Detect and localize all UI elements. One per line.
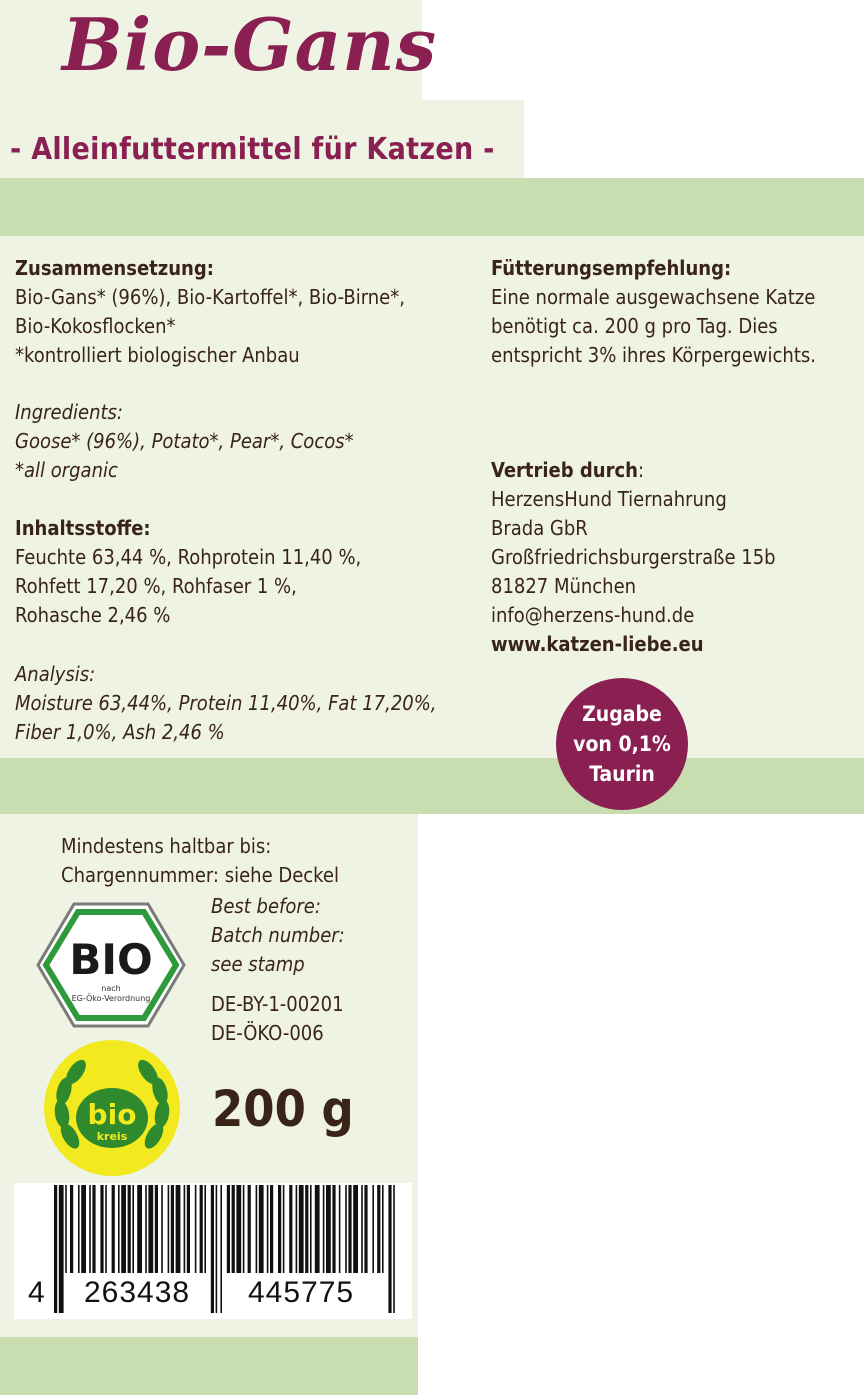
certification-codes [211, 990, 411, 1048]
barcode-bar [377, 1185, 380, 1273]
middle-band [0, 758, 864, 814]
contents-line: Rohfett 17,20 %, Rohfaser 1 %, [15, 574, 297, 598]
barcode-bar [121, 1185, 126, 1273]
analysis-heading: Analysis: [15, 662, 96, 686]
best-before-line: Mindestens haltbar bis: [61, 834, 272, 858]
barcode-bar [232, 1185, 235, 1273]
barcode-bar [216, 1185, 218, 1313]
barcode-bar [382, 1185, 384, 1273]
biokreis-logo-icon [40, 1036, 184, 1180]
cert-code: DE-ÖKO-006 [211, 1021, 324, 1045]
bio-seal-text: BIO [69, 935, 153, 984]
barcode-bar [105, 1185, 107, 1273]
distributor-line: Brada GbR [491, 516, 588, 540]
barcode-bar [81, 1185, 86, 1273]
barcode-bar [92, 1185, 95, 1273]
distributor-colon: : [637, 458, 645, 482]
ingredients-heading: Ingredients: [15, 400, 123, 424]
barcode-bar [326, 1185, 331, 1273]
barcode-bar [345, 1185, 347, 1273]
barcode-bar [248, 1185, 251, 1273]
barcode-bar [148, 1185, 153, 1273]
barcode-left-digits: 263438 [84, 1276, 191, 1309]
cert-code: DE-BY-1-00201 [211, 992, 344, 1016]
distributor-line: HerzensHund Tiernahrung [491, 487, 727, 511]
distributor-heading-row [491, 456, 861, 485]
barcode-bar [128, 1185, 131, 1273]
barcode-bar [364, 1185, 367, 1273]
barcode-bar [310, 1185, 312, 1273]
barcode-bar [200, 1185, 203, 1273]
badge-line: von 0,1% [573, 732, 671, 756]
feeding-line: entspricht 3% ihres Körpergewichts. [491, 343, 816, 367]
barcode-bar [112, 1185, 115, 1273]
stamp-en-line: see stamp [211, 952, 305, 976]
barcode-bar [315, 1185, 320, 1273]
barcode-bar [227, 1185, 230, 1273]
biokreis-text-kreis: kreis [96, 1130, 128, 1143]
barcode-bar [65, 1185, 67, 1273]
barcode-bar [236, 1185, 241, 1273]
barcode-bar [78, 1185, 80, 1273]
contents-line: Feuchte 63,44 %, Rohprotein 11,40 %, [15, 545, 362, 569]
badge-line: Zugabe [582, 702, 662, 726]
barcode-bar [59, 1185, 64, 1313]
feeding-line: Eine normale ausgewachsene Katze [491, 285, 816, 309]
contents-section [15, 514, 465, 630]
barcode-first-digit: 4 [28, 1276, 46, 1309]
contents-heading: Inhaltsstoffe: [15, 516, 151, 540]
barcode-bar [372, 1185, 374, 1273]
distributor-line: 81827 München [491, 574, 637, 598]
distributor-heading: Vertrieb durch [491, 458, 638, 482]
analysis-section [15, 660, 465, 747]
distributor-section [491, 456, 861, 659]
barcode-bar [348, 1185, 351, 1273]
barcode [14, 1183, 412, 1319]
analysis-line: Fiber 1,0%, Ash 2,46 % [15, 720, 225, 744]
barcode-bar [305, 1185, 308, 1273]
barcode-bar [299, 1185, 304, 1273]
composition-heading: Zusammensetzung: [15, 256, 214, 280]
bio-seal-icon [34, 900, 188, 1030]
barcode-bar [145, 1185, 147, 1273]
barcode-bar [267, 1185, 269, 1273]
barcode-bar [353, 1185, 358, 1273]
barcode-bar [100, 1185, 103, 1273]
barcode-bar [161, 1185, 163, 1273]
barcode-bar [243, 1185, 245, 1273]
ingredients-section [15, 398, 465, 485]
barcode-bar [54, 1185, 57, 1313]
barcode-bar [332, 1185, 335, 1273]
barcode-bar [323, 1185, 325, 1273]
ingredients-line: *all organic [15, 458, 118, 482]
barcode-bar [393, 1185, 395, 1313]
barcode-bar [89, 1185, 91, 1273]
feeding-line: benötigt ca. 200 g pro Tag. Dies [491, 314, 778, 338]
analysis-line: Moisture 63,44%, Protein 11,40%, Fat 17,20%, [15, 691, 437, 715]
barcode-bar [195, 1185, 197, 1273]
barcode-right-digits: 445775 [248, 1276, 355, 1309]
barcode-bar [184, 1185, 186, 1273]
barcode-bar [296, 1185, 298, 1273]
biokreis-text-bio: bio [87, 1098, 137, 1131]
composition-line: Bio-Gans* (96%), Bio-Kartoffel*, Bio-Birne*, [15, 285, 405, 309]
batch-en-line: Batch number: [211, 923, 345, 947]
barcode-bar [339, 1185, 341, 1273]
batch-line: Chargennummer: siehe Deckel [61, 863, 339, 887]
barcode-bar [204, 1185, 206, 1273]
contents-line: Rohasche 2,46 % [15, 603, 171, 627]
barcode-bar [270, 1185, 273, 1273]
barcode-bar [118, 1185, 120, 1273]
feeding-heading: Fütterungsempfehlung: [491, 256, 732, 280]
net-weight: 200 g [212, 1080, 354, 1138]
barcode-bar [137, 1185, 142, 1273]
best-before-en [211, 892, 411, 979]
barcode-bar [256, 1185, 258, 1273]
barcode-bar [171, 1185, 174, 1273]
product-title: Bio-Gans [62, 2, 438, 87]
best-before-de [61, 832, 411, 890]
barcode-bar [132, 1185, 134, 1273]
bio-seal-sub2: EG-Öko-Verordnung [71, 994, 151, 1003]
barcode-bar [187, 1185, 190, 1273]
top-band [0, 178, 864, 236]
feeding-section [491, 254, 861, 370]
product-subtitle: - Alleinfuttermittel für Katzen - [10, 132, 495, 167]
barcode-bar [211, 1185, 214, 1313]
barcode-bar [176, 1185, 181, 1273]
composition-line: *kontrolliert biologischer Anbau [15, 343, 300, 367]
barcode-bar [388, 1185, 391, 1313]
barcode-bar [259, 1185, 264, 1273]
barcode-bar [278, 1185, 281, 1273]
barcode-bar [70, 1185, 73, 1273]
barcode-bar [361, 1185, 363, 1273]
barcode-bar [283, 1185, 285, 1273]
distributor-email[interactable]: info@herzens-hund.de [491, 603, 695, 627]
barcode-bar [168, 1185, 170, 1273]
ingredients-line: Goose* (96%), Potato*, Pear*, Cocos* [15, 429, 354, 453]
barcode-bar [220, 1185, 222, 1313]
badge-line: Taurin [589, 762, 655, 786]
bio-seal-sub1: nach [101, 984, 121, 993]
taurine-badge [556, 678, 688, 810]
best-before-en-line: Best before: [211, 894, 321, 918]
composition-section [15, 254, 465, 370]
distributor-line: Großfriedrichsburgerstraße 15b [491, 545, 776, 569]
distributor-website[interactable]: www.katzen-liebe.eu [491, 632, 704, 656]
composition-line: Bio-Kokosflocken* [15, 314, 176, 338]
bottom-band [0, 1337, 418, 1395]
barcode-bar [289, 1185, 292, 1273]
barcode-bar [155, 1185, 158, 1273]
